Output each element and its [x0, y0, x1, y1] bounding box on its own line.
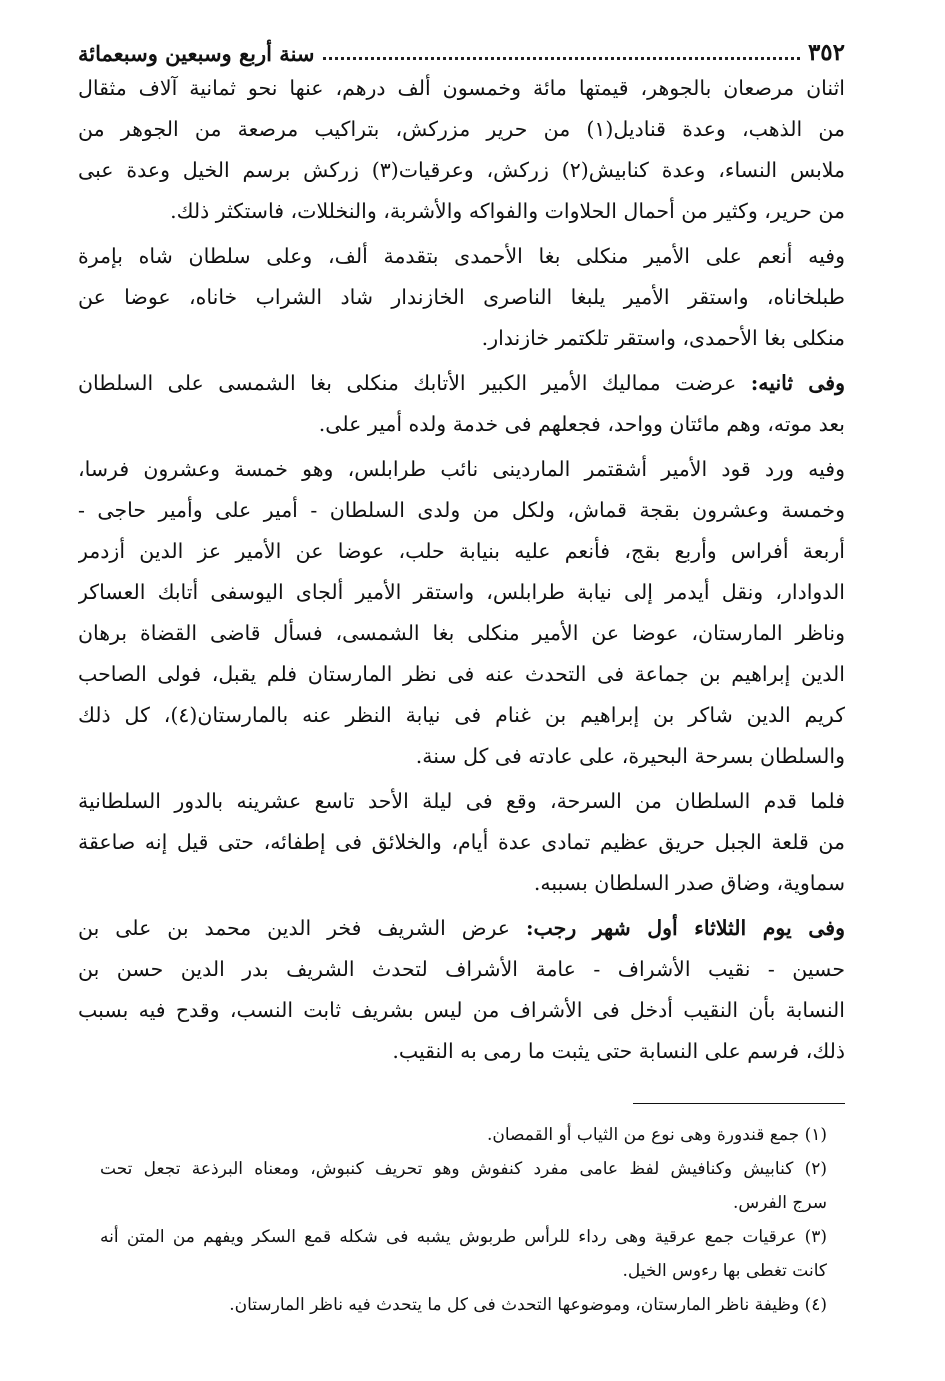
text-line: وناظر المارستان، عوضا عن الأمير منكلى بغا الشمسى، فسأل قاضى القضاة برهان — [78, 621, 845, 645]
text-line: سماوية، وضاق صدر السلطان بسببه. — [533, 871, 845, 895]
footnote-line: (٤) وظيفة ناظر المارستان، وموضوعها التحدث فى كل ما يتحدث فيه ناظر المارستان. — [229, 1295, 827, 1315]
footnote — [100, 1220, 827, 1288]
text-line: اثنان مرصعان بالجوهر، قيمتها مائة وخمسون ألف درهم، عنها نحو ثمانية آلاف مثقال — [78, 76, 845, 100]
line-text: عرضت مماليك الأمير الكبير الأتابك منكلى بغا الشمسى على السلطان — [78, 371, 751, 395]
footnote-line: (٢) كنابيش وكنافيش لفظ عامى مفرد كنفوش وهو تحريف كنبوش، ومعناه البرذعة تجعل تحت — [100, 1159, 827, 1179]
paragraph — [78, 908, 845, 1072]
text-line: ملابس النساء، وعدة كنابيش(٢) زركش، وعرقيات(٣) زركش برسم الخيل وعدة عبى — [78, 158, 845, 182]
text-line: من حرير، وكثير من أحمال الحلاوات والفواكه والأشربة، والنخللات، فاستكثر ذلك. — [170, 199, 845, 223]
page-number: ٣٥٢ — [807, 39, 845, 66]
text-line: فلما قدم السلطان من السرحة، وقع فى ليلة الأحد تاسع عشرينه بالدور السلطانية — [78, 789, 845, 813]
date-heading: وفى يوم الثلاثاء أول شهر رجب: — [525, 916, 845, 940]
paragraph — [78, 363, 845, 445]
paragraph — [78, 236, 845, 359]
main-text — [78, 68, 845, 1076]
footnote — [100, 1288, 827, 1322]
footnote-line: سرج الفرس. — [732, 1193, 827, 1213]
paragraph — [78, 449, 845, 777]
footnote-line: كانت تغطى بها رءوس الخيل. — [622, 1261, 827, 1281]
footnote — [100, 1152, 827, 1220]
footnote-line: (١) جمع قندورة وهى نوع من الثياب أو القمصان. — [486, 1125, 827, 1145]
text-line: النسابة بأن النقيب أدخل فى الأشراف من ليس بشريف ثابت النسب، وقدح فيه بسبب — [78, 998, 845, 1022]
text-line: والسلطان بسرحة البحيرة، على عادته فى كل سنة. — [415, 744, 845, 768]
line-text: عرض الشريف فخر الدين محمد بن على بن — [78, 916, 526, 940]
text-line: أربعة أفراس وأربع بقج، فأنعم عليه بنيابة حلب، عوضا عن الأمير عز الدين أزدمر — [78, 539, 845, 563]
paragraph — [78, 68, 845, 232]
text-line: الدين إبراهيم بن جماعة فى التحدث عنه فى نظر المارستان فلم يقبل، فولى الصاحب — [78, 662, 845, 686]
text-line: حسين - نقيب الأشراف - عامة الأشراف لتحدث الشريف بدر الدين حسن بن — [78, 957, 845, 981]
running-title: سنة أربع وسبعين وسبعمائة — [78, 41, 315, 66]
text-line: كريم الدين شاكر بن إبراهيم بن غنام فى نيابة النظر عنه بالمارستان(٤)، كل ذلك — [78, 703, 845, 727]
footnote-separator — [633, 1103, 845, 1104]
text-line: من الذهب، وعدة قناديل(١) من حرير مزركش، بتراكيب مرصعة من الجوهر من — [78, 117, 845, 141]
date-heading: وفى ثانيه: — [750, 371, 845, 395]
text-line: من قلعة الجبل حريق عظيم تمادى عدة أيام، والخلائق فى إطفائه، حتى قيل إنه صاعقة — [78, 830, 845, 854]
text-line: ذلك، فرسم على النسابة حتى يثبت ما رمى به النقيب. — [392, 1039, 845, 1063]
text-line: وفيه ورد قود الأمير أشقتمر الماردينى نائب طرابلس، وهو خمسة وعشرون فرسا، — [78, 457, 845, 481]
text-line: طبلخاناه، واستقر الأمير يلبغا الناصرى الخازندار شاد الشراب خاناه، عوضا عن — [78, 285, 845, 309]
text-line: الدوادار، ونقل أيدمر إلى نيابة طرابلس، واستقر الأمير ألجاى اليوسفى أتابك العساكر — [78, 580, 845, 604]
text-line: منكلى بغا الأحمدى، واستقر تلكتمر خازندار. — [481, 326, 845, 350]
text-line: بعد موته، وهم مائتان وواحد، فجعلهم فى خدمة ولده أمير على. — [318, 412, 845, 436]
page-header — [78, 22, 845, 66]
paragraph — [78, 781, 845, 904]
footnote — [100, 1118, 827, 1152]
header-dot-leader — [323, 57, 800, 60]
footnote-line: (٣) عرقيات جمع عرقية وهى رداء للرأس طربوش يشبه فى شكله قمع السكر ويفهم من المتن أنه — [100, 1227, 827, 1247]
footnotes — [100, 1118, 827, 1322]
text-line: وخمسة وعشرون بقجة قماش، ولكل من ولدى السلطان - أمير على وأمير حاجى - — [78, 498, 845, 522]
text-line: وفيه أنعم على الأمير منكلى بغا الأحمدى بتقدمة ألف، وعلى سلطان شاه بإمرة — [78, 244, 845, 268]
text-line — [78, 363, 845, 404]
text-line — [78, 908, 845, 949]
